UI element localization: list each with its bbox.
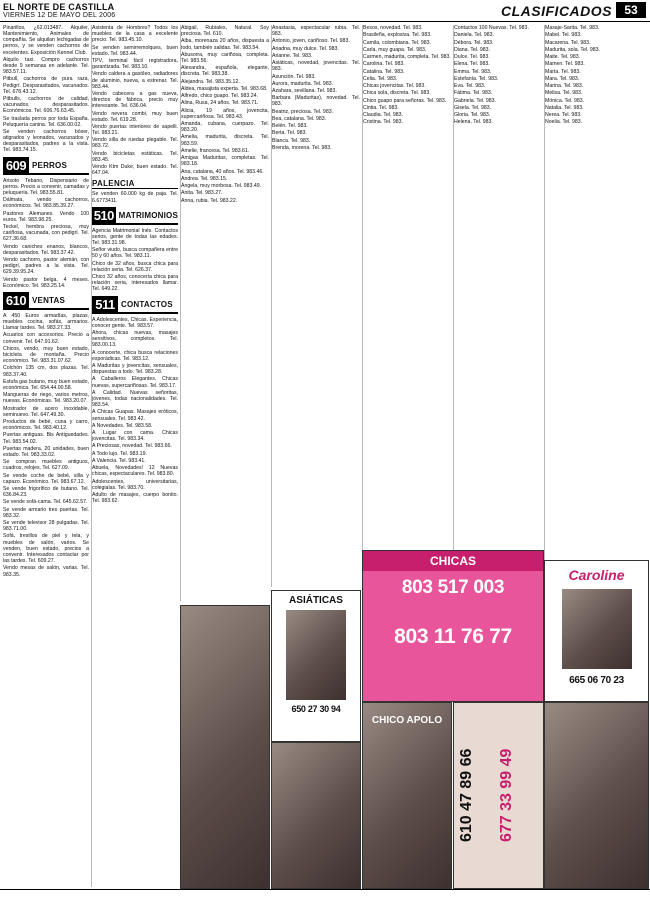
classified-ad: Azahara, sevillana. Tel. 983. — [272, 88, 337, 95]
classified-ad: Barbara (Maduritas), novedad. Tel. 983. — [272, 95, 360, 108]
classified-ad: Se venden semirremolques, buen estado. Tel. 983.44. — [92, 44, 178, 57]
ad-chicas — [362, 550, 544, 702]
classified-ad: Vendo silla de ruedas plegable. Tel. 983.72. — [92, 137, 178, 150]
classified-ad: Aurora, madurita. Tel. 983. — [272, 80, 334, 87]
column-6 — [453, 25, 542, 573]
classified-ad: A Caballeros Elegantes. Chicas nuevas, supercariñosas. Tel. 983.17. — [92, 376, 178, 389]
ad-title: ASIÁTICAS — [289, 595, 343, 606]
classified-ad: Alfredo, chico guapo. Tel. 983.24. — [181, 93, 258, 100]
classified-ad: Daniela. Tel. 983. — [454, 32, 494, 39]
classified-ad: Cristina. Tel. 983. — [363, 119, 403, 126]
classified-ad: Productos de bebé, cuna y carro, económicos. Tel. 983.40.12. — [3, 418, 89, 432]
classified-ad: Andrea. Tel. 983.15. — [181, 175, 228, 182]
classified-ad: Beatriz, preciosa. Tel. 983. — [272, 108, 334, 115]
classified-ad: Gabriela. Tel. 983. — [454, 97, 497, 104]
classified-ad: Dulce. Tel. 983. — [454, 54, 490, 60]
classified-ad: Besos, novedad. Tel. 983. — [363, 25, 423, 31]
classified-ad: Se vende coche de bebé, silla y capazo. Económico. Tel. 983.67.12. — [3, 472, 89, 485]
classified-ad: Mangueras de riego, varios metros, nuevas. Económicas. Tel. 983.20.07. — [3, 392, 89, 405]
ad-phone: 665 06 70 23 — [569, 675, 624, 686]
classified-ad: Vendo pastor belga, 4 meses. Económico. Tel. 983.25.14. — [3, 276, 89, 289]
classified-ad: Estefanía. Tel. 983. — [454, 75, 499, 82]
category-number: 609 — [3, 157, 29, 175]
classified-ad: Estufa gas butano, muy buen estado, económica. Tel. 654.44.00.58. — [3, 378, 89, 391]
classified-ad: Abusorra, muy cariñosa, completa. Tel. 983.56. — [181, 51, 269, 64]
header-rule — [0, 21, 650, 22]
classified-ad: Ahora, chicas nuevas, masajes sensitivos, completos. Tel. 983.00.13. — [92, 330, 178, 349]
classified-ad: A Calidad. Nuevas señoritas, jóvenes, todas nacionalidades. Tel. 983.54. — [92, 389, 178, 409]
category-name: MATRIMONIOS — [116, 207, 178, 225]
classified-ad: A Novedades. Tel. 983.58. — [92, 422, 153, 429]
classified-ad: Cintia. Tel. 983. — [363, 104, 399, 111]
classified-ad: Alba, morenaza 20 años, dispuesta a todo, también salidas. Tel. 983.54. — [181, 38, 269, 51]
classified-ad: Vendo Ktm Duke, buen estado. Tel. 647.04. — [92, 164, 178, 177]
classified-ad: Amelie, francesa. Tel. 983.61. — [181, 147, 250, 154]
classified-ad: Se venden cachorros bóxer, atigrados y leonados, vacunados y desparasitados, padres a la vista. Tel. 983.74.15. — [3, 128, 89, 154]
classified-ad: Eva. Tel. 983. — [454, 83, 486, 89]
classified-ad: Camila, colombiana. Tel. 983. — [363, 39, 431, 46]
column-4 — [271, 25, 360, 587]
classified-ad: Contactos 100 Nuevas. Tel. 983. — [454, 25, 529, 31]
classified-ad: Marta. Tel. 983. — [545, 68, 581, 75]
classified-ad: Mónica. Tel. 983. — [545, 97, 585, 104]
classified-ad: Melisa. Tel. 983. — [545, 90, 583, 97]
classified-ad: Débora. Tel. 983. — [454, 39, 494, 46]
classified-ad: Carmen, madurita, completa. Tel. 983. — [363, 54, 451, 60]
ad-photo-box-2 — [544, 702, 649, 889]
ad-chico-apolo — [362, 702, 452, 889]
classified-ad: Vendo nevera combi, muy buen estado. Tel. 619.28. — [92, 110, 178, 123]
classified-ad: Emma. Tel. 983. — [454, 68, 492, 75]
ad-photo — [562, 589, 632, 669]
classified-ad: Berta. Tel. 983. — [272, 130, 307, 137]
classified-ad: Alejandra. Tel. 983.35.12. — [181, 78, 240, 85]
classified-ad: A conocerte, chica busca relaciones esporádicas. Tel. 983.12. — [92, 349, 178, 362]
classified-ad: Se vende sofá-cama. Tel. 645.62.57. — [3, 499, 88, 506]
classified-ad: Blanca. Tel. 983. — [272, 137, 311, 144]
classified-ad: A 450 Euros armadías, plazas, muebles cocina, sofás, armarios. Llamar tardes. Tel. 983.27.33. — [3, 312, 89, 332]
classified-ad: Maite. Tel. 983. — [545, 54, 581, 60]
classified-ad: Brenda, morena. Tel. 983. — [272, 144, 332, 151]
classified-ad: Alexandra, española, elegante, discreta. Tel. 983.38. — [181, 65, 269, 78]
classified-ad: A Lugar con cama. Chicas jovencitas. Tel. 983.34. — [92, 430, 178, 443]
classified-ad: Puertas madera, 20 unidades, buen estado. Tel. 983.33.02. — [3, 445, 89, 458]
footer-rule — [0, 889, 650, 890]
classified-ad: Arianne. Tel. 983. — [272, 52, 313, 59]
classified-ad: Mara. Tel. 983. — [545, 75, 580, 82]
section-title: CLASIFICADOS — [501, 3, 612, 19]
classified-ad: Señor viudo, busca compañera entre 50 y 60 años. Tel. 983.11. — [92, 247, 178, 260]
classified-ad: Teckel, hembra preciosa, muy cariñosa, vacunada, con pedigrí. Tel. 627.36.68. — [3, 223, 89, 243]
classified-ad: Mabel. Tel. 983. — [545, 32, 582, 39]
classified-ad: Carolina. Tel. 983. — [363, 61, 405, 68]
column-7 — [544, 25, 648, 573]
classified-ad: Alquilo taxi. Compro cachorros desde 9 semanas en adelante. Tel. 983.57.11. — [3, 56, 89, 76]
classified-ad: Chicos, vendo, muy buen estado, bicicleta de montaña. Precio económico. Tel. 983.31.07.62. — [3, 345, 89, 365]
classified-ad: Masaje-Sarita. Tel. 983. — [545, 25, 600, 31]
classified-ad: Carla, muy guapa. Tel. 983. — [363, 46, 427, 53]
category-matrimonios — [92, 207, 178, 225]
category-ventas — [3, 292, 89, 310]
classified-ad: Natalia. Tel. 983. — [545, 104, 584, 111]
classified-ad: Ángela, muy morbosa. Tel. 983.49. — [181, 183, 262, 189]
classified-ad: Abigail, Rubiales, Natural. Soy preciosa. Tel. 610. — [181, 25, 269, 38]
column-5 — [362, 25, 451, 563]
ad-vertical-phones — [453, 702, 544, 889]
classified-ad: Ana, catalana, 40 años. Tel. 983.46. — [181, 168, 264, 175]
classified-ad: Dálmata, vendo cachorros, económicos. Tel. 983.85.39.27. — [3, 197, 89, 210]
classified-ad: TPV, terminal fácil registradora, garantizada. Tel. 983.10. — [92, 57, 178, 71]
classified-ad: A Valencia. Tel. 983.41. — [92, 457, 146, 464]
classified-ad: Helena. Tel. 983. — [454, 119, 493, 126]
classified-ad: Adolescentes, universitarias, colegialas. Tel. 983.70. — [92, 478, 178, 491]
ad-phone: 650 27 30 94 — [291, 704, 341, 714]
ad-photo-box-3 — [180, 605, 270, 889]
classified-ad: Chico de 32 años, busca chica para relación seria. Tel. 626.37. — [92, 260, 178, 273]
classified-ad: Vendo caniches enanos, blancos, desparasitados. Tel. 983.37.42. — [3, 243, 89, 256]
classified-ad: A Maduritas y jovencitas, sensuales, dispuestas a todo. Tel. 983.28. — [92, 362, 178, 376]
ad-phone-vertical-2: 677 33 99 49 — [498, 748, 515, 842]
classified-ad: Anna, rubia. Tel. 983.22. — [181, 197, 238, 204]
category-name: PERROS — [29, 157, 89, 175]
classified-ad: Chico 32 años, conocería chica para relación seria, interesados llamar. Tel. 649.22. — [92, 274, 178, 293]
issue-date: VIERNES 12 DE MAYO DEL 2006 — [3, 12, 116, 19]
newspaper-name: EL NORTE DE CASTILLA — [3, 2, 115, 12]
ad-phone-1: 803 517 003 — [401, 577, 505, 598]
classified-ad: Asunción. Tel. 983. — [272, 73, 316, 80]
classified-ad: Elena. Tel. 983. — [454, 61, 490, 68]
classified-ad: Adulto de masajes, cuerpo bonito. Tel. 983.62. — [92, 491, 178, 505]
classified-ad: A Adolescentes, Chicas. Experiencia, conocer gente. Tel. 983.57. — [92, 316, 178, 329]
classified-ad: Amelia, madurita, discreta. Tel. 983.59. — [181, 134, 269, 147]
classified-ad: Alina, Rusa, 24 años. Tel. 983.71. — [181, 100, 259, 107]
classified-ad: Belén. Tel. 983. — [272, 123, 308, 130]
classified-ad: Chico guapo para señoras. Tel. 983. — [363, 97, 447, 104]
classified-ad: Amanda, cubana, cuerpazo. Tel. 983.20. — [181, 121, 269, 134]
ad-title: CHICAS — [363, 551, 543, 571]
classified-ad: Antonio, joven, cariñoso. Tel. 983. — [272, 38, 350, 45]
classified-ad: Vendo cachorro, pastor alemán, con pedigrí, padres a la vista. Tel. 629.39.95.24. — [3, 256, 89, 276]
column-2 — [91, 25, 178, 887]
page-header — [0, 0, 650, 24]
classified-ad: Vendo mesas de salón, varias. Tel. 983.35. — [3, 565, 89, 578]
ad-photo — [286, 610, 346, 700]
classified-ad: Gisela. Tel. 983. — [454, 104, 492, 111]
classified-ad: Sofá, tresillos de piel y tela, y muebles de salón, varios. Se venden, buen estado, precios a convenir. Interesados contactar por las tardes. Tel. 609.27. — [3, 533, 89, 565]
ad-asiaticas — [271, 590, 361, 742]
classified-ad: Chicas jovencitas. Tel. 983. — [363, 83, 426, 89]
ad-caroline — [544, 560, 649, 702]
classified-ad: Pinarillos, ¿62.013487. Alquiler, Mantenimiento, Animales de compañía. Se alquilan lechigadas de perros, y se venden cachorros de excelentes. Exposición Kennel Club. — [3, 25, 89, 56]
classified-ad: Pitbulls, cachorros de calidad, vacunados, desparasitados. Económicos. Tel. 606.76.63.45. — [3, 96, 89, 115]
classified-ad: Vendo bicicletas estáticas. Tel. 983.45. — [92, 150, 178, 163]
classified-ad: Macarena. Tel. 983. — [545, 39, 591, 46]
classified-ad: Anita. Tel. 983.27. — [181, 190, 223, 197]
classified-ad: Agencia Matrimonial Inés. Contactos serios, gente de todas las edades. Tel. 983.31.98. — [92, 227, 178, 247]
category-contactos — [92, 296, 178, 314]
classified-ad: Abuela, Novedades! 12 Nuevas chicas, espectaculares. Tel. 983.80. — [92, 465, 178, 478]
classified-ad: Diana. Tel. 983. — [454, 46, 490, 53]
classified-ad: Brasileña, explosiva. Tel. 983. — [363, 32, 432, 39]
subsection-palencia: PALENCIA — [92, 179, 178, 189]
classified-ad: A Chicas Guapas. Masajes eróticos, sensuales. Tel. 983.42. — [92, 409, 178, 422]
classified-ad: Asiáticas, novedad, jovencitas. Tel. 983. — [272, 60, 360, 73]
category-name: VENTAS — [29, 292, 89, 310]
classified-ad: Mostrador de acero inoxidable, seminuevo. Tel. 647.49.30. — [3, 405, 89, 418]
classified-ad: Bea, catalana. Tel. 983. — [272, 115, 327, 122]
category-number: 610 — [3, 292, 29, 310]
classified-ad: Mamen. Tel. 983. — [545, 61, 585, 68]
ad-phone-vertical-1: 610 47 89 66 — [458, 748, 475, 842]
category-perros — [3, 157, 89, 175]
classified-ad: Asistenta de Hombres? Todos los muebles de la casa a excelente precio. Tel. 983.45.10. — [92, 25, 178, 44]
classified-ad: Chica sola, discreta. Tel. 983. — [363, 90, 431, 97]
classified-ad: Nerea. Tel. 983. — [545, 112, 582, 118]
ad-photo-box-1 — [271, 742, 361, 889]
classified-ad: Catalina. Tel. 983. — [363, 68, 405, 75]
classified-ad: Marina. Tel. 983. — [545, 83, 584, 89]
classified-ad: Se compran muebles antiguos, cuadros, relojes. Tel. 627.09. — [3, 459, 89, 472]
classified-ad: Noelia. Tel. 983. — [545, 119, 583, 126]
category-number: 510 — [93, 207, 114, 223]
classified-ad: Claudia. Tel. 983. — [363, 112, 403, 118]
classified-ad: Pastores Alemanes. Vendo 100 euros. Tel. 983.98.25. — [3, 210, 89, 223]
classified-ad: Arisoto Tebano, Dispensario de perros. Precio a convenir, camadas y peluquería. Tel. 983.55.81. — [3, 177, 89, 196]
classified-ad: Acuarios con accesorios. Precio a convenir. Tel. 647.91.62. — [3, 332, 89, 345]
classified-ad: Pitbull, cachorros de pura raza, Pedigrí. Desparasitados, vacunados. Tel. 678.43.12. — [3, 76, 89, 95]
classified-ad: Puertas antiguas. Bis Antiguedades. Tel. 983.54.02. — [3, 432, 89, 445]
category-name: CONTACTOS — [118, 296, 178, 314]
classified-ad: Colchón 135 cm, dos plazas. Tel. 983.37.40. — [3, 365, 89, 378]
classified-ad: Fátima. Tel. 983. — [454, 90, 493, 97]
classified-ad: Se vende armario tres puertas. Tel. 983.32. — [3, 506, 89, 519]
classified-ad: Alicia, 19 años, jovencita, supercariñosa. Tel. 983.43. — [181, 107, 269, 120]
classified-ad: Ariadna, muy dulce. Tel. 983. — [272, 45, 339, 52]
classified-ad: Amigas Maduritas, completas. Tel. 983.18. — [181, 155, 269, 168]
classified-ad: Aldea, masajista experta. Tel. 983.68. — [181, 85, 268, 92]
classified-ad: Vendo puertas interiores de sapelli. Tel. 983.21. — [92, 123, 178, 137]
ad-phone-2: 803 11 76 77 — [394, 625, 512, 648]
classified-ad: Se venden 60.000 kg de paja. Tel. 6.6773411. — [92, 191, 178, 204]
column-3 — [180, 25, 269, 601]
classified-ad: A Todo lujo. Tel. 983.19. — [92, 450, 147, 457]
classified-ad: Gloria. Tel. 983. — [454, 112, 491, 118]
classified-ad: Se vende televisor 28 pulgadas. Tel. 983.71.00. — [3, 520, 89, 533]
classified-ad: Se traslada perros por toda España. Peluquería canina. Tel. 636.00.02. — [3, 115, 89, 128]
classified-ad: Se vende frigorífico de butano. Tel. 636.84.23. — [3, 486, 89, 499]
category-number: 511 — [92, 296, 118, 314]
classified-ad: A Preciosas, novedad. Tel. 983.66. — [92, 443, 172, 450]
column-1 — [3, 25, 89, 887]
page-number: 53 — [616, 2, 646, 18]
classified-ad: Celia. Tel. 983. — [363, 75, 398, 82]
ad-title: CHICO APOLO — [371, 715, 443, 726]
classified-ad: Madurita, sola. Tel. 983. — [545, 46, 600, 53]
classified-ad: Vendo caldera a gasóleo, radiadores de aluminio, nueva, a estrenar. Tel. 983.44. — [92, 71, 178, 90]
ad-title: Caroline — [568, 567, 625, 583]
classified-ad: Anastasia, espectacular rubia. Tel. 983. — [272, 25, 360, 38]
classified-ad: Vendo cabecera a gas nueva, directos de fábrica, precio muy interesante. Tel. 636.04. — [92, 90, 178, 110]
